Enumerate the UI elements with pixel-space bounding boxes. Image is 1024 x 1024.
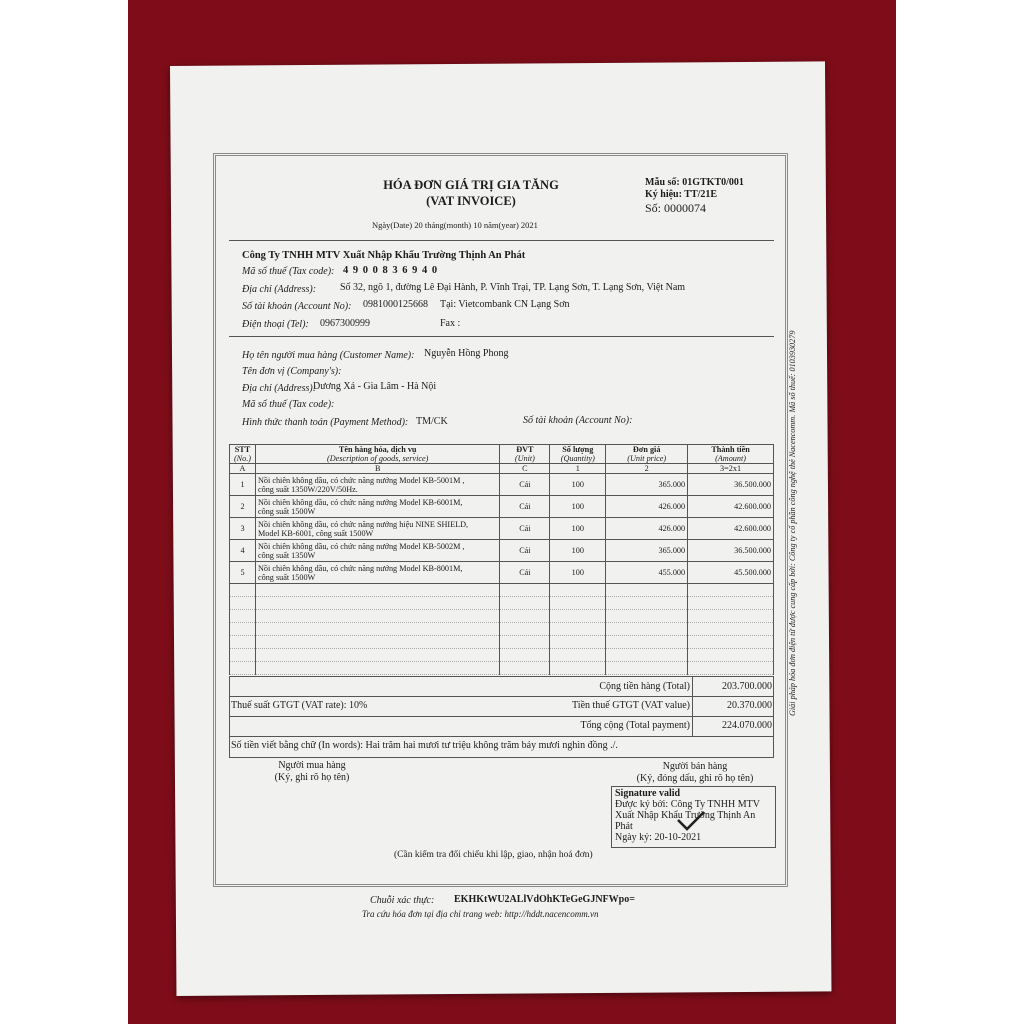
buyer-sign-title: Người mua hàng xyxy=(278,760,346,771)
empty-row xyxy=(230,649,774,662)
buyer-account-label: Số tài khoản (Account No): xyxy=(523,415,633,426)
buyer-address-label: Địa chỉ (Address): xyxy=(242,383,317,394)
empty-row xyxy=(230,623,774,636)
subtotal-label: Cộng tiền hàng (Total) xyxy=(599,681,690,692)
seller-bank: Tại: Vietcombank CN Lạng Sơn xyxy=(440,299,570,310)
header-unit-price: Đơn giá (Unit price) xyxy=(606,445,688,464)
lookup-code-label: Chuỗi xác thực: xyxy=(370,895,435,906)
divider xyxy=(229,716,774,717)
lookup-code: EKHKtWU2ALlVdOhKTeGeGJNFWpo= xyxy=(454,894,635,905)
items-table xyxy=(229,444,774,675)
header-amount: Thành tiền (Amount) xyxy=(688,445,774,464)
table-row: 1 Nồi chiên không dầu, có chức năng nướng Model KB-5001M , công suất 1350W/220V/50Hz. Cái 100 365.000 36.500.000 xyxy=(230,474,774,496)
table-row: 4 Nồi chiên không dầu, có chức năng nướng Model KB-5002M , công suất 1350W Cái 100 365.000 36.500.000 xyxy=(230,540,774,562)
table-row: 3 Nồi chiên không dầu, có chức năng nướng hiệu NINE SHIELD, Model KB-6001, công suất 1500W Cái 100 426.000 42.600.000 xyxy=(230,518,774,540)
lookup-url: Tra cứu hóa đơn tại địa chỉ trang web: http://hddt.nacencomm.vn xyxy=(362,909,599,919)
empty-row xyxy=(230,662,774,675)
empty-row xyxy=(230,610,774,623)
payment-method-label: Hình thức thanh toán (Payment Method): xyxy=(242,417,409,428)
empty-row xyxy=(230,597,774,610)
seller-name: Công Ty TNHH MTV Xuất Nhập Khẩu Trường Thịnh An Phát xyxy=(242,250,526,261)
header-quantity: Số lượng (Quantity) xyxy=(550,445,606,464)
header-description: Tên hàng hóa, dịch vụ (Description of goods, service) xyxy=(255,445,499,464)
divider xyxy=(229,336,774,337)
seller-fax-label: Fax : xyxy=(440,318,461,329)
table-header-row xyxy=(230,445,774,464)
seller-account-label: Số tài khoản (Account No): xyxy=(242,301,352,312)
total-value: 224.070.000 xyxy=(722,720,772,731)
seller-account: 0981000125668 xyxy=(363,299,428,310)
vat-label: Tiền thuế GTGT (VAT value) xyxy=(572,700,690,711)
signed-by-line: Được ký bởi: Công Ty TNHH MTV xyxy=(615,799,760,810)
table-code-row: A B C 1 2 3=2x1 xyxy=(230,464,774,474)
seller-sign-title: Người bán hàng xyxy=(662,761,728,772)
invoice-title: HÓA ĐƠN GIÁ TRỊ GIA TĂNG xyxy=(383,178,559,192)
invoice-number: Số: 0000074 xyxy=(645,201,707,215)
buyer-name: Nguyễn Hồng Phong xyxy=(424,348,509,359)
total-label: Tổng cộng (Total payment) xyxy=(580,720,690,731)
seller-sign-note: (Ký, đóng dấu, ghi rõ họ tên) xyxy=(636,773,754,784)
seller-address-label: Địa chỉ (Address): xyxy=(242,284,317,295)
seller-tax-label: Mã số thuế (Tax code): xyxy=(242,266,335,277)
table-row: 5 Nồi chiên không dầu, có chức năng nướng Model KB-8001M, công suất 1500W Cái 100 455.000 45.500.000 xyxy=(230,562,774,584)
amount-in-words: Số tiền viết bằng chữ (In words): Hai trăm hai mươi tư triệu không trăm bảy mươi nghìn đồng ./. xyxy=(231,740,618,751)
buyer-company-label: Tên đơn vị (Company's): xyxy=(242,366,342,377)
vertical-provider-note: Giải pháp hóa đơn điện tử được cung cấp bởi: Công ty cổ phần công nghệ thẻ Nacencomm. Mã số thuế: 0103930279 xyxy=(788,330,797,716)
divider xyxy=(229,736,774,737)
sign-date: Ngày ký: 20-10-2021 xyxy=(615,832,702,843)
check-note: (Cần kiểm tra đối chiếu khi lập, giao, nhận hoá đơn) xyxy=(394,850,593,860)
payment-method: TM/CK xyxy=(416,416,448,427)
signature-valid: Signature valid xyxy=(615,788,681,799)
empty-row xyxy=(230,584,774,597)
seller-phone-label: Điện thoại (Tel): xyxy=(242,319,309,330)
buyer-name-label: Họ tên người mua hàng (Customer Name): xyxy=(242,350,415,361)
empty-row xyxy=(230,636,774,649)
form-number: Mẫu số: 01GTKT0/001 xyxy=(645,177,744,188)
invoice-subtitle: (VAT INVOICE) xyxy=(426,194,516,208)
divider xyxy=(229,696,774,697)
invoice-date: Ngày(Date) 20 tháng(month) 10 năm(year) 2021 xyxy=(372,220,538,230)
buyer-address: Dương Xá - Gia Lâm - Hà Nội xyxy=(313,381,437,392)
table-row: 2 Nồi chiên không dầu, có chức năng nướng Model KB-6001M, công suất 1500W Cái 100 426.000 42.600.000 xyxy=(230,496,774,518)
checkmark-icon xyxy=(676,810,706,832)
divider xyxy=(229,240,774,241)
buyer-tax-label: Mã số thuế (Tax code): xyxy=(242,399,335,410)
header-unit: ĐVT (Unit) xyxy=(500,445,550,464)
invoice-symbol: Ký hiệu: TT/21E xyxy=(645,189,718,200)
vat-value: 20.370.000 xyxy=(727,700,772,711)
vat-rate: Thuế suất GTGT (VAT rate): 10% xyxy=(231,700,368,711)
signed-by-line: Phát xyxy=(615,821,633,832)
buyer-sign-note: (Ký, ghi rõ họ tên) xyxy=(274,772,350,783)
seller-tax-code: 4 9 0 0 8 3 6 9 4 0 xyxy=(343,265,439,276)
totals-divider xyxy=(692,676,693,736)
seller-address: Số 32, ngõ 1, đường Lê Đại Hành, P. Vĩnh Trại, TP. Lạng Sơn, T. Lạng Sơn, Việt Nam xyxy=(340,282,686,293)
header-no: STT (No.) xyxy=(230,445,256,464)
seller-phone: 0967300999 xyxy=(320,318,370,329)
signed-by-line: Xuất Nhập Khẩu Trường Thịnh An xyxy=(615,810,756,821)
subtotal-value: 203.700.000 xyxy=(722,681,772,692)
